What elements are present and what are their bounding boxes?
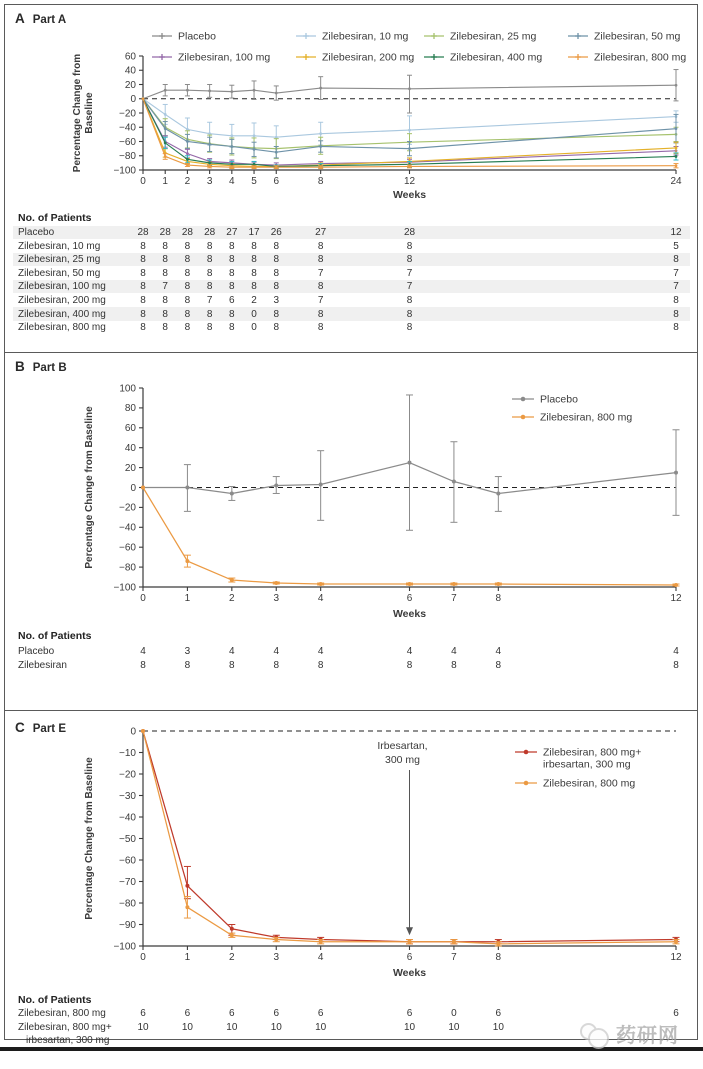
- patient-count: 8: [406, 660, 413, 671]
- patient-count: 8: [673, 295, 679, 306]
- patient-count: 8: [229, 308, 235, 320]
- svg-text:1: 1: [184, 593, 191, 604]
- patient-count: 8: [317, 660, 324, 671]
- table-row-label: Zilebesiran, 50 mg: [18, 267, 101, 279]
- svg-text:300 mg: 300 mg: [384, 754, 421, 766]
- svg-text:6: 6: [273, 176, 280, 187]
- patient-count: 8: [140, 240, 146, 252]
- patient-count: 8: [140, 295, 146, 306]
- table-row-label-line2: irbesartan, 300 mg: [26, 1035, 110, 1046]
- patients-table-header: No. of Patients: [18, 630, 92, 642]
- svg-text:24: 24: [670, 176, 682, 187]
- svg-text:Percentage Change from Baselin: Percentage Change from Baseline: [84, 757, 95, 920]
- table-row-label: Placebo: [18, 646, 55, 657]
- patient-count: 8: [140, 660, 146, 671]
- patient-count: 10: [492, 1022, 504, 1033]
- patient-count: 7: [162, 281, 168, 293]
- svg-text:Zilebesiran, 100 mg: Zilebesiran, 100 mg: [178, 51, 271, 64]
- patient-count: 4: [229, 646, 235, 657]
- svg-text:−10: −10: [119, 747, 136, 759]
- patient-count: 8: [273, 254, 280, 266]
- patient-count: 8: [184, 660, 191, 671]
- svg-text:−90: −90: [119, 919, 136, 931]
- patient-count: 4: [673, 646, 679, 657]
- patient-count: 6: [184, 1008, 191, 1019]
- svg-text:Weeks: Weeks: [392, 608, 427, 620]
- panel-separator: [4, 352, 698, 353]
- svg-text:8: 8: [495, 952, 502, 963]
- watermark-logo-icon: [580, 1021, 610, 1047]
- patient-count: 28: [403, 227, 416, 238]
- svg-text:Zilebesiran, 10 mg: Zilebesiran, 10 mg: [322, 30, 409, 43]
- svg-text:100: 100: [119, 383, 136, 395]
- svg-text:40: 40: [124, 443, 136, 454]
- panel-b-title: Part B: [32, 362, 67, 374]
- svg-text:8: 8: [317, 176, 324, 187]
- patient-count: 6: [229, 295, 235, 306]
- patient-count: 10: [270, 1022, 282, 1033]
- svg-text:Placebo: Placebo: [540, 393, 578, 406]
- part-b-chart: [0, 368, 703, 626]
- svg-text:−100: −100: [113, 165, 136, 177]
- legend: [152, 31, 686, 64]
- part-c-chart: [0, 712, 703, 990]
- patient-count: 8: [673, 322, 679, 334]
- patient-count: 6: [673, 1008, 679, 1019]
- patient-count: 12: [670, 227, 682, 238]
- patient-count: 8: [140, 267, 146, 279]
- patient-count: 8: [229, 660, 235, 671]
- svg-text:60: 60: [124, 51, 136, 63]
- svg-text:2: 2: [184, 176, 191, 187]
- patient-count: 7: [317, 295, 324, 306]
- svg-text:2: 2: [229, 952, 235, 963]
- patient-count: 8: [251, 254, 257, 266]
- svg-text:0: 0: [130, 482, 136, 494]
- svg-text:−80: −80: [119, 898, 136, 910]
- svg-text:0: 0: [130, 726, 136, 738]
- patient-count: 4: [451, 646, 457, 657]
- patient-count: 10: [403, 1022, 416, 1033]
- svg-text:12: 12: [670, 593, 682, 604]
- svg-text:Zilebesiran, 800 mg: Zilebesiran, 800 mg: [543, 777, 636, 790]
- part-a-chart: [0, 22, 703, 212]
- patient-count: 6: [229, 1008, 235, 1019]
- patient-count: 8: [184, 308, 191, 320]
- patient-count: 4: [140, 646, 146, 657]
- patient-count: 8: [184, 267, 191, 279]
- svg-text:4: 4: [317, 593, 324, 604]
- svg-text:1: 1: [162, 176, 168, 187]
- patient-count: 27: [226, 227, 238, 238]
- patient-count: 28: [159, 227, 171, 238]
- patient-count: 8: [406, 254, 413, 266]
- patient-count: 7: [406, 267, 413, 279]
- panel-a-letter: A: [15, 11, 25, 26]
- svg-text:−20: −20: [119, 108, 136, 120]
- series-zilebesiran-200-mg: [142, 97, 679, 168]
- patient-count: 7: [406, 281, 413, 293]
- patient-count: 8: [206, 240, 213, 252]
- patient-count: 8: [184, 240, 191, 252]
- svg-text:−40: −40: [119, 522, 136, 534]
- svg-text:Weeks: Weeks: [392, 967, 427, 979]
- patient-count: 8: [673, 308, 679, 320]
- table-row-label: Placebo: [18, 227, 55, 238]
- patient-count: 0: [451, 1008, 457, 1019]
- series-zilebesiran-100-mg: [142, 97, 679, 167]
- svg-text:0: 0: [140, 176, 146, 187]
- table-row-label: Zilebesiran, 25 mg: [18, 254, 101, 266]
- svg-text:12: 12: [670, 952, 682, 963]
- series-zilebesiran-400-mg: [142, 97, 679, 168]
- patient-count: 8: [229, 240, 235, 252]
- patient-count: 8: [273, 240, 280, 252]
- svg-text:60: 60: [124, 423, 136, 435]
- patient-count: 28: [137, 227, 149, 238]
- patient-count: 8: [206, 322, 213, 334]
- svg-text:6: 6: [406, 593, 413, 604]
- svg-text:Percentage Change from Baselin: Percentage Change from Baseline: [84, 406, 95, 569]
- patient-count: 8: [273, 281, 280, 293]
- patient-count: 8: [162, 240, 168, 252]
- svg-text:Irbesartan,: Irbesartan,: [377, 740, 428, 752]
- svg-text:−60: −60: [119, 542, 136, 554]
- patient-count: 28: [181, 227, 193, 238]
- table-row-label: Zilebesiran: [18, 660, 67, 671]
- svg-text:0: 0: [140, 952, 146, 963]
- patient-count: 8: [406, 295, 413, 306]
- svg-text:20: 20: [124, 79, 136, 91]
- patient-count: 8: [317, 240, 324, 252]
- patient-count: 6: [406, 1008, 413, 1019]
- patient-count: 6: [317, 1008, 324, 1019]
- svg-text:Zilebesiran, 25 mg: Zilebesiran, 25 mg: [450, 30, 537, 43]
- table-row-shading: [13, 280, 690, 294]
- patient-count: 8: [406, 308, 413, 320]
- svg-text:3: 3: [273, 952, 280, 963]
- patient-count: 8: [251, 267, 257, 279]
- svg-text:−70: −70: [119, 876, 136, 888]
- svg-text:0: 0: [130, 94, 136, 106]
- svg-text:−50: −50: [119, 833, 136, 845]
- patient-count: 8: [317, 281, 324, 293]
- patient-count: 8: [184, 281, 191, 293]
- svg-text:1: 1: [184, 952, 191, 963]
- table-row-label: Zilebesiran, 10 mg: [18, 240, 101, 252]
- patient-count: 8: [206, 308, 213, 320]
- patient-count: 0: [251, 308, 257, 320]
- patients-table-header: No. of Patients: [18, 994, 92, 1006]
- patient-count: 8: [140, 308, 146, 320]
- patient-count: 4: [273, 646, 280, 657]
- patient-count: 10: [448, 1022, 460, 1033]
- svg-text:−80: −80: [119, 562, 136, 574]
- legend: [512, 394, 632, 424]
- svg-text:Percentage Change from: Percentage Change from: [72, 53, 83, 173]
- svg-text:7: 7: [451, 952, 457, 963]
- patient-count: 8: [206, 267, 213, 279]
- patient-count: 8: [273, 322, 280, 334]
- patient-count: 4: [495, 646, 502, 657]
- patients-table-header: No. of Patients: [18, 212, 92, 224]
- svg-text:−100: −100: [113, 582, 136, 594]
- series-zilebesiran-50-mg: [142, 97, 679, 158]
- panel-c-title: Part E: [32, 723, 66, 735]
- patient-count: 28: [204, 227, 216, 238]
- svg-text:Zilebesiran, 200 mg: Zilebesiran, 200 mg: [322, 51, 415, 64]
- svg-text:40: 40: [124, 65, 136, 77]
- table-row-label: Zilebesiran, 200 mg: [18, 295, 106, 306]
- patient-count: 7: [673, 267, 679, 279]
- table-row-label: Zilebesiran, 800 mg: [18, 1008, 106, 1019]
- panel-a-title: Part A: [32, 14, 67, 26]
- svg-text:Placebo: Placebo: [178, 30, 216, 43]
- patient-count: 8: [273, 660, 280, 671]
- patient-count: 8: [251, 281, 257, 293]
- patient-count: 17: [248, 227, 260, 238]
- svg-text:Zilebesiran, 800 mg: Zilebesiran, 800 mg: [540, 411, 633, 424]
- svg-text:7: 7: [451, 593, 457, 604]
- patient-count: 8: [140, 281, 146, 293]
- patient-count: 8: [162, 295, 168, 306]
- patient-count: 8: [229, 322, 235, 334]
- patient-count: 8: [406, 240, 413, 252]
- svg-text:4: 4: [229, 176, 235, 187]
- patient-count: 8: [495, 660, 502, 671]
- svg-text:80: 80: [124, 403, 136, 415]
- patient-count: 8: [406, 322, 413, 334]
- patient-count: 8: [184, 254, 191, 266]
- svg-text:−40: −40: [119, 122, 136, 134]
- svg-text:12: 12: [403, 176, 416, 187]
- svg-text:3: 3: [273, 593, 280, 604]
- patient-count: 7: [673, 281, 679, 293]
- patient-count: 8: [317, 254, 324, 266]
- patient-count: 3: [184, 646, 191, 657]
- patient-count: 10: [181, 1022, 193, 1033]
- panel-separator: [4, 710, 698, 711]
- patient-count: 8: [251, 240, 257, 252]
- table-row-label: Zilebesiran, 400 mg: [18, 308, 106, 320]
- svg-text:irbesartan, 300 mg: irbesartan, 300 mg: [543, 758, 631, 771]
- patient-count: 8: [673, 254, 679, 266]
- patient-count: 6: [273, 1008, 280, 1019]
- svg-text:Baseline: Baseline: [84, 92, 95, 134]
- svg-text:Zilebesiran, 800 mg: Zilebesiran, 800 mg: [594, 51, 687, 64]
- patient-count: 10: [226, 1022, 238, 1033]
- svg-text:Zilebesiran, 800 mg+: Zilebesiran, 800 mg+: [543, 746, 642, 759]
- patient-count: 2: [251, 295, 257, 306]
- svg-text:−80: −80: [119, 151, 136, 163]
- patient-count: 8: [184, 322, 191, 334]
- patient-count: 8: [162, 267, 168, 279]
- patient-count: 8: [162, 254, 168, 266]
- svg-text:−60: −60: [119, 855, 136, 867]
- table-row-label: Zilebesiran, 800 mg: [18, 322, 106, 334]
- patient-count: 8: [273, 308, 280, 320]
- patient-count: 7: [206, 295, 213, 306]
- patient-count: 3: [273, 295, 280, 306]
- patient-count: 8: [229, 254, 235, 266]
- patient-count: 8: [162, 322, 168, 334]
- svg-text:Zilebesiran, 400 mg: Zilebesiran, 400 mg: [450, 51, 543, 64]
- svg-text:6: 6: [406, 952, 413, 963]
- legend: [515, 747, 641, 790]
- svg-text:20: 20: [124, 462, 136, 474]
- patient-count: 8: [317, 308, 324, 320]
- patient-count: 5: [673, 240, 679, 252]
- svg-text:−60: −60: [119, 136, 136, 148]
- svg-text:8: 8: [495, 593, 502, 604]
- patient-count: 4: [317, 646, 324, 657]
- patient-count: 8: [317, 322, 324, 334]
- svg-text:3: 3: [206, 176, 213, 187]
- panel-b-letter: B: [15, 359, 25, 374]
- table-row-shading: [13, 307, 690, 321]
- table-row-shading: [13, 253, 690, 267]
- table-row-label: Zilebesiran, 800 mg+: [18, 1022, 112, 1033]
- patient-count: 8: [140, 322, 146, 334]
- patient-count: 0: [251, 322, 257, 334]
- patient-count: 6: [140, 1008, 146, 1019]
- patient-count: 7: [317, 267, 324, 279]
- watermark-text: 药研网: [616, 1025, 679, 1047]
- table-row-label: Zilebesiran, 100 mg: [18, 281, 106, 293]
- patient-count: 8: [206, 254, 213, 266]
- patient-count: 8: [184, 295, 191, 306]
- table-row-shading: [13, 226, 690, 240]
- svg-text:−40: −40: [119, 812, 136, 824]
- patient-count: 8: [229, 267, 235, 279]
- svg-text:−20: −20: [119, 502, 136, 514]
- patient-count: 4: [406, 646, 413, 657]
- svg-text:Weeks: Weeks: [392, 189, 427, 201]
- panel-c-letter: C: [15, 720, 25, 735]
- svg-text:−100: −100: [113, 941, 136, 953]
- patient-count: 8: [273, 267, 280, 279]
- patient-count: 27: [315, 227, 327, 238]
- patient-count: 26: [270, 227, 282, 238]
- series-placebo: [142, 70, 679, 113]
- patient-count: 8: [673, 660, 679, 671]
- patient-count: 8: [162, 308, 168, 320]
- watermark: [580, 1019, 679, 1048]
- svg-text:0: 0: [140, 593, 146, 604]
- svg-text:5: 5: [251, 176, 257, 187]
- patient-count: 8: [206, 281, 213, 293]
- series-zilebesiran-800-mg: [141, 486, 680, 588]
- svg-text:Zilebesiran, 50 mg: Zilebesiran, 50 mg: [594, 30, 681, 43]
- patient-count: 8: [140, 254, 146, 266]
- svg-text:2: 2: [229, 593, 235, 604]
- patient-count: 10: [137, 1022, 149, 1033]
- svg-text:−20: −20: [119, 769, 136, 781]
- patient-count: 10: [315, 1022, 327, 1033]
- patient-count: 8: [451, 660, 457, 671]
- svg-text:−30: −30: [119, 790, 136, 802]
- patient-count: 8: [229, 281, 235, 293]
- svg-text:4: 4: [317, 952, 324, 963]
- patient-count: 6: [495, 1008, 502, 1019]
- irbesartan-annotation: [377, 740, 427, 935]
